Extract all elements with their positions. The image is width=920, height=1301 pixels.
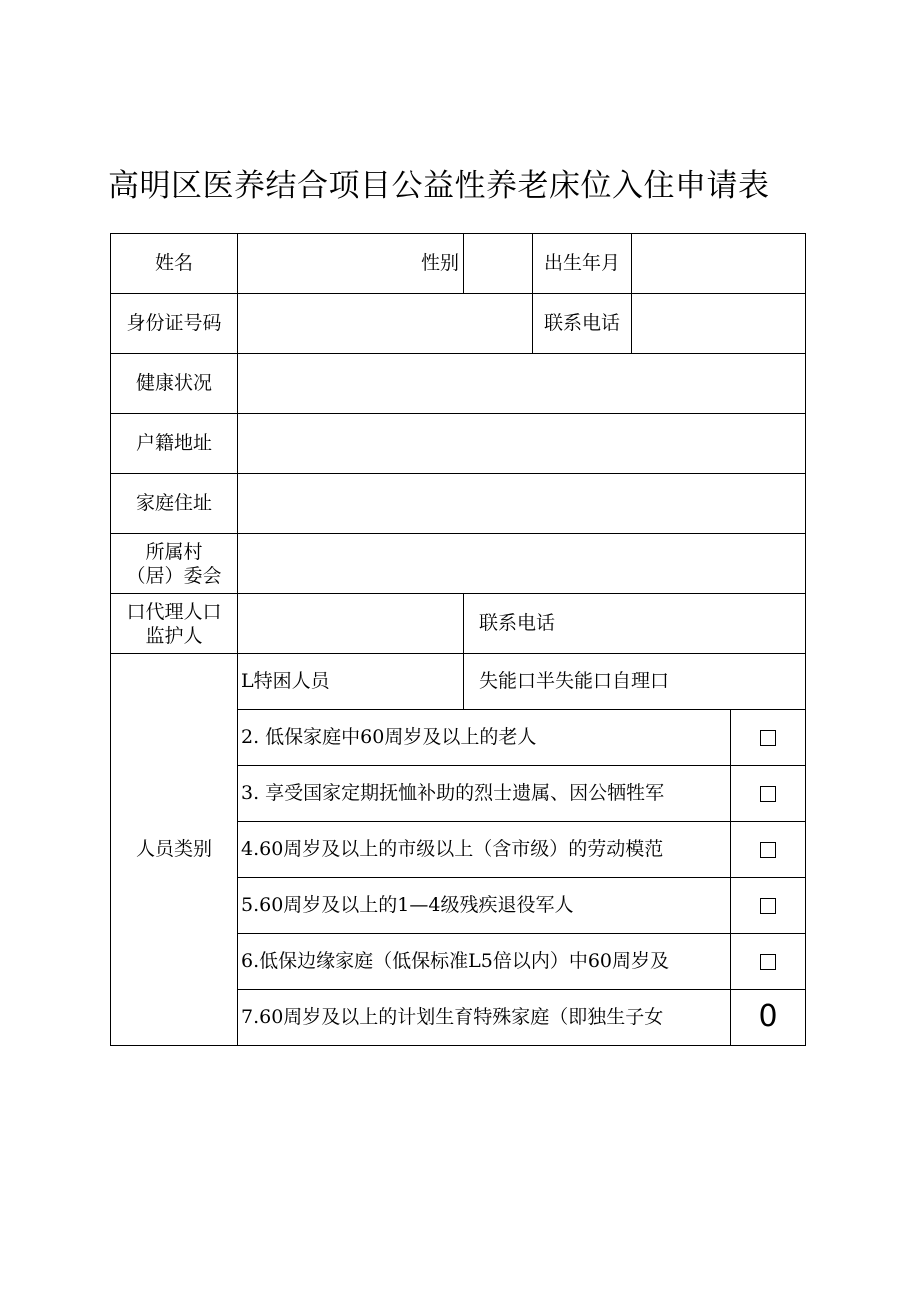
category-item-7-mark-text: 0: [758, 999, 778, 1034]
household-address-label: 户籍地址: [111, 414, 238, 474]
row-basic-info: [111, 234, 806, 294]
row-agent: [111, 594, 806, 654]
agent-value-cell[interactable]: [238, 594, 464, 654]
birth-value-cell[interactable]: [632, 234, 806, 294]
checkbox-icon[interactable]: [760, 786, 776, 802]
row-household-address: [111, 414, 806, 474]
agent-label-line2: 监护人: [145, 624, 203, 647]
checkbox-icon[interactable]: [760, 954, 776, 970]
village-label: [111, 534, 238, 594]
home-address-value-cell[interactable]: [238, 474, 806, 534]
health-value-cell[interactable]: [238, 354, 806, 414]
category-item-2-checkbox[interactable]: [731, 710, 806, 766]
category-item-7: 7.60周岁及以上的计划生育特殊家庭（即独生子女: [238, 990, 731, 1046]
category-item-6-checkbox[interactable]: [731, 934, 806, 990]
care-level-options[interactable]: 失能口半失能口自理口: [464, 654, 806, 710]
agent-label-line1: 口代理人口: [126, 600, 222, 623]
category-item-7-mark[interactable]: [731, 990, 806, 1046]
id-number-value-cell[interactable]: [238, 294, 533, 354]
checkbox-icon[interactable]: [760, 898, 776, 914]
id-number-label: 身份证号码: [111, 294, 238, 354]
category-item-5: 5.60周岁及以上的1—4级残疾退役军人: [238, 878, 731, 934]
village-label-line1: 所属村: [145, 540, 203, 563]
category-item-3: 3. 享受国家定期抚恤补助的烈士遗属、因公牺牲军: [238, 766, 731, 822]
checkbox-icon[interactable]: [760, 730, 776, 746]
row-health: [111, 354, 806, 414]
phone-label: 联系电话: [533, 294, 632, 354]
checkbox-icon[interactable]: [760, 842, 776, 858]
agent-phone-label: 联系电话: [464, 594, 806, 654]
village-label-line2: （居）委会: [126, 564, 222, 587]
category-item-1: L特困人员: [238, 654, 464, 710]
village-value-cell[interactable]: [238, 534, 806, 594]
row-id-phone: [111, 294, 806, 354]
category-item-6: 6.低保边缘家庭（低保标准L5倍以内）中60周岁及: [238, 934, 731, 990]
page-title: 高明区医养结合项目公益性养老床位入住申请表: [108, 168, 770, 204]
agent-label: [111, 594, 238, 654]
row-village: [111, 534, 806, 594]
household-address-value-cell[interactable]: [238, 414, 806, 474]
home-address-label: 家庭住址: [111, 474, 238, 534]
category-item-4: 4.60周岁及以上的市级以上（含市级）的劳动模范: [238, 822, 731, 878]
category-item-2: 2. 低保家庭中60周岁及以上的老人: [238, 710, 731, 766]
application-form-table: [110, 233, 806, 1046]
category-label: 人员类别: [111, 654, 238, 1046]
category-item-4-checkbox[interactable]: [731, 822, 806, 878]
birth-label: 出生年月: [533, 234, 632, 294]
phone-value-cell[interactable]: [632, 294, 806, 354]
name-label: 姓名: [111, 234, 238, 294]
row-category-1: [111, 654, 806, 710]
gender-value-cell[interactable]: [464, 234, 533, 294]
category-item-3-checkbox[interactable]: [731, 766, 806, 822]
category-item-5-checkbox[interactable]: [731, 878, 806, 934]
health-label: 健康状况: [111, 354, 238, 414]
row-home-address: [111, 474, 806, 534]
name-value-gender-label: 性别: [238, 234, 464, 294]
